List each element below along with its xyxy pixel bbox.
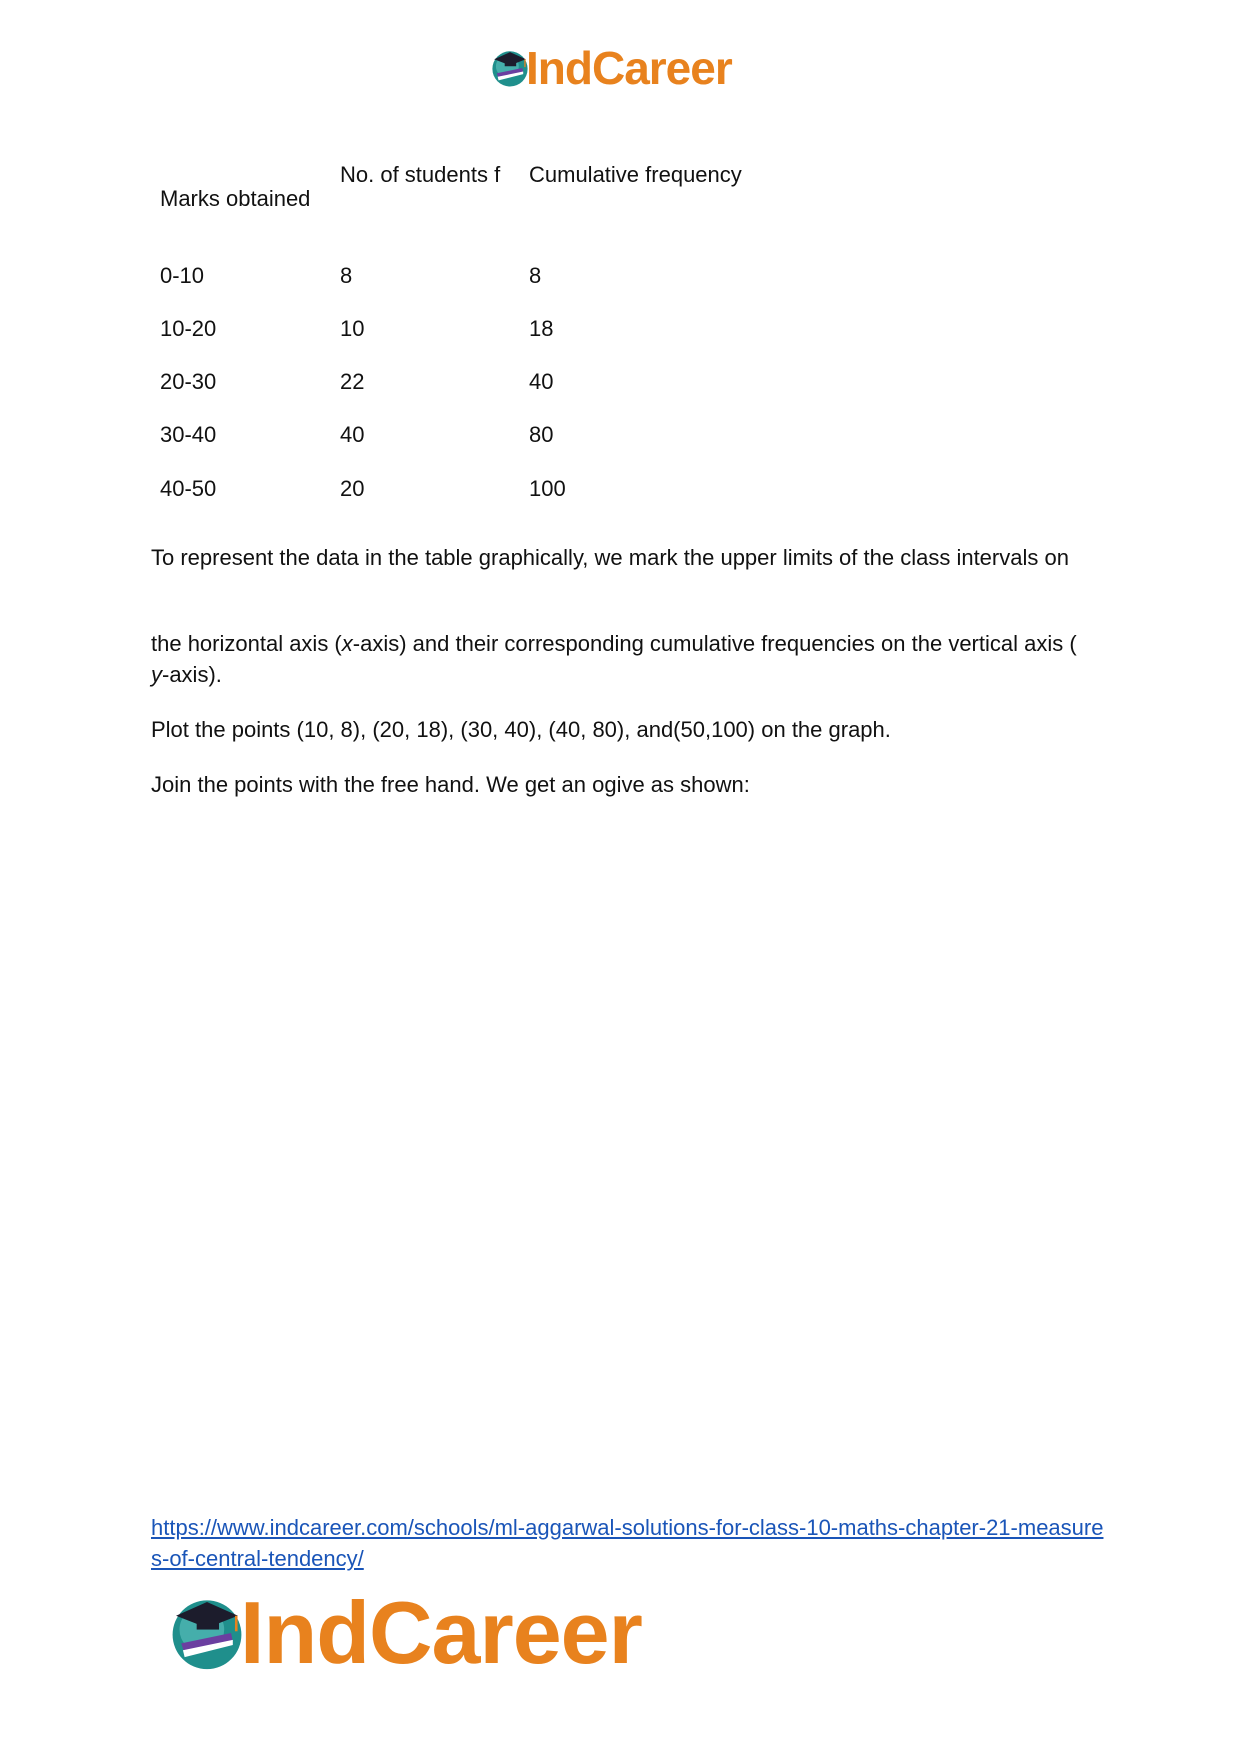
logo-wordmark: IndCareer <box>240 1583 642 1682</box>
table-cell: 0-10 <box>160 263 205 288</box>
table-cell: 40-50 <box>160 476 217 501</box>
paragraph-upper-limits: To represent the data in the table graphically, we mark the upper limits of the class intervals on <box>151 545 1069 570</box>
table-cell: 18 <box>529 316 554 341</box>
paragraph-axes-part: -axis). <box>162 662 222 687</box>
header-logo <box>488 44 732 92</box>
paragraph-axes-part: the horizontal axis ( <box>151 631 342 656</box>
table-cell: 20 <box>340 476 365 501</box>
table-header-cumulative: Cumulative frequency <box>529 162 742 187</box>
table-header-marks: Marks obtained <box>160 186 311 211</box>
table-cell: 10-20 <box>160 316 217 341</box>
footer-logo <box>164 1583 642 1682</box>
source-link[interactable]: https://www.indcareer.com/schools/ml-aggarwal-solutions-for-class-10-maths-chapter-21-measures-of-central-tendency/ <box>151 1515 1104 1571</box>
table-cell: 8 <box>340 263 353 288</box>
paragraph-axes-part: -axis) and their corresponding cumulative frequencies on the vertical axis ( <box>352 631 1077 656</box>
table-header-students: No. of students f <box>340 162 501 187</box>
table-cell: 8 <box>529 263 542 288</box>
table-cell: 40 <box>529 369 554 394</box>
table-cell: 30-40 <box>160 422 217 447</box>
y-variable: y <box>151 662 162 687</box>
paragraph-ogive: Join the points with the free hand. We get an ogive as shown: <box>151 772 750 797</box>
paragraph-axes <box>151 628 1091 690</box>
table-cell: 80 <box>529 422 554 447</box>
table-cell: 100 <box>529 476 566 501</box>
table-cell: 40 <box>340 422 365 447</box>
logo-wordmark: IndCareer <box>526 42 732 94</box>
table-cell: 20-30 <box>160 369 217 394</box>
table-cell: 22 <box>340 369 365 394</box>
graduation-globe-icon <box>164 1590 250 1676</box>
table-cell: 10 <box>340 316 365 341</box>
paragraph-plot-points: Plot the points (10, 8), (20, 18), (30, 40), (40, 80), and(50,100) on the graph. <box>151 717 891 742</box>
x-variable: x <box>341 631 353 656</box>
